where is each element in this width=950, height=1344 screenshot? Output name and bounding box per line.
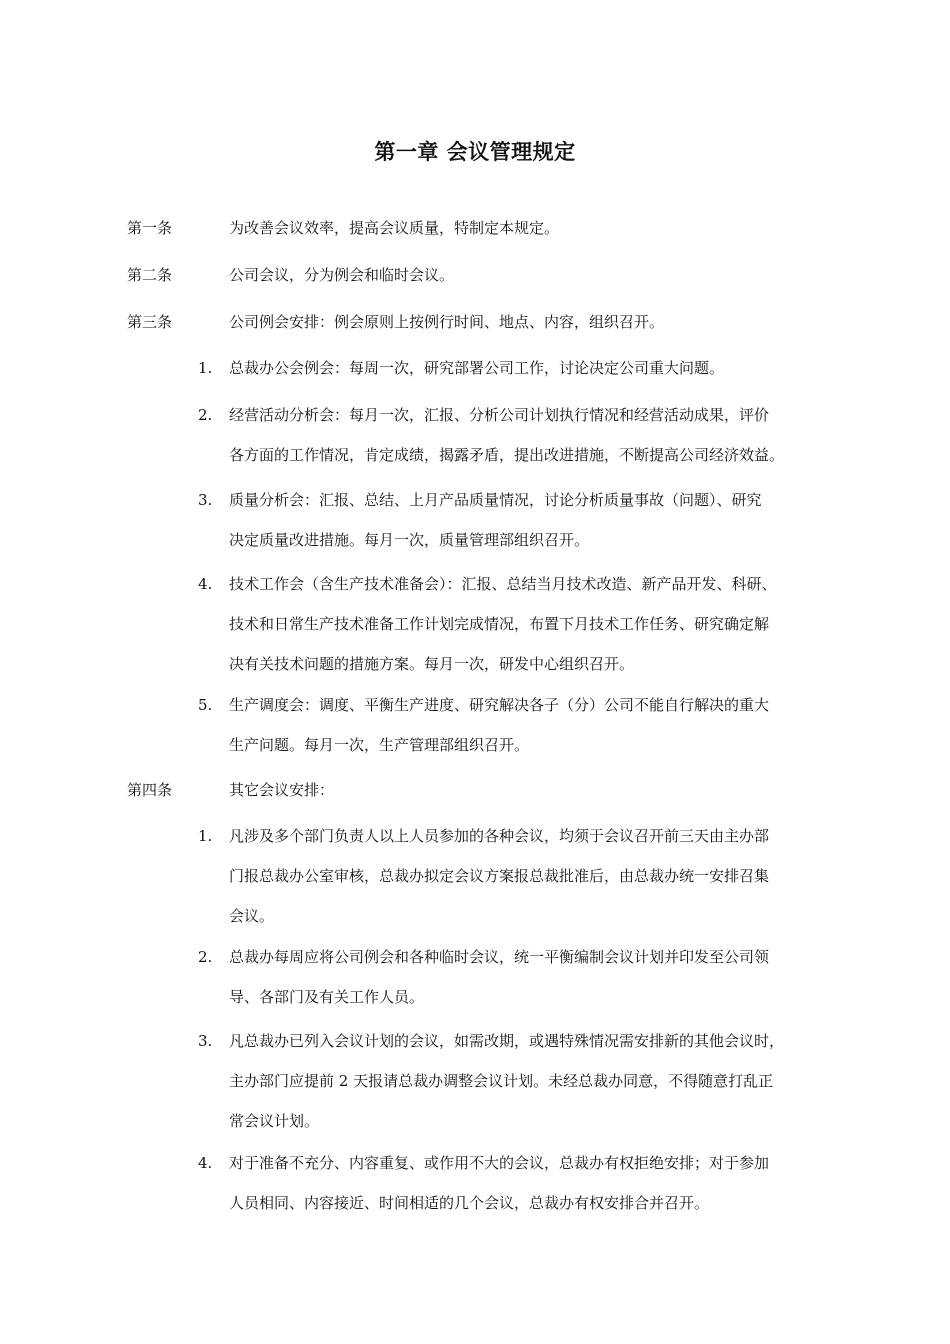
article-label: 第二条 xyxy=(127,266,173,284)
list-item-line: 生产问题。每月一次，生产管理部组织召开。 xyxy=(229,736,530,754)
list-item-line: 常会议计划。 xyxy=(229,1112,320,1130)
list-item-number: 3. xyxy=(198,1032,213,1050)
list-item-line: 会议。 xyxy=(229,907,275,925)
article-text: 公司会议，分为例会和临时会议。 xyxy=(229,266,455,284)
list-item-line: 各方面的工作情况，肯定成绩，揭露矛盾，提出改进措施，不断提高公司经济效益。 xyxy=(229,446,785,464)
article-text: 公司例会安排：例会原则上按例行时间、地点、内容，组织召开。 xyxy=(229,313,665,331)
list-item-number: 1. xyxy=(198,827,213,845)
list-item xyxy=(229,937,849,1017)
list-item-line: 主办部门应提前 2 天报请总裁办调整会议计划。未经总裁办同意，不得随意打乱正 xyxy=(229,1072,774,1090)
list-item-line: 技术工作会（含生产技术准备会）：汇报、总结当月技术改造、新产品开发、科研、 xyxy=(229,575,777,593)
list-item xyxy=(229,1143,849,1223)
list-item xyxy=(229,1021,849,1141)
list-item xyxy=(229,480,849,560)
list-item-line: 技术和日常生产技术准备工作计划完成情况，布置下月技术工作任务、研究确定解 xyxy=(229,615,770,633)
article-text: 其它会议安排： xyxy=(229,781,335,799)
list-item-line: 人员相同、内容接近、时间相适的几个会议，总裁办有权安排合并召开。 xyxy=(229,1194,710,1212)
list-item-number: 1. xyxy=(198,359,213,377)
article-label: 第一条 xyxy=(127,219,173,237)
list-item-number: 5. xyxy=(198,696,213,714)
list-item-line: 总裁办公会例会：每周一次，研究部署公司工作，讨论决定公司重大问题。 xyxy=(229,359,725,377)
list-item-number: 3. xyxy=(198,491,213,509)
list-item-line: 门报总裁办公室审核，总裁办拟定会议方案报总裁批准后，由总裁办统一安排召集 xyxy=(229,867,770,885)
list-item-line: 总裁办每周应将公司例会和各种临时会议，统一平衡编制会议计划并印发至公司领 xyxy=(229,948,770,966)
page-title: 第一章 会议管理规定 xyxy=(374,139,576,164)
list-item-line: 导、各部门及有关工作人员。 xyxy=(229,988,425,1006)
list-item xyxy=(229,395,849,475)
list-item-line: 经营活动分析会：每月一次，汇报、分析公司计划执行情况和经营活动成果，评价 xyxy=(229,406,770,424)
list-item-number: 4. xyxy=(198,1154,213,1172)
list-item-line: 决定质量改进措施。每月一次，质量管理部组织召开。 xyxy=(229,531,590,549)
list-item-line: 决有关技术问题的措施方案。每月一次，研发中心组织召开。 xyxy=(229,655,635,673)
list-item-number: 2. xyxy=(198,948,213,966)
list-item xyxy=(229,564,849,684)
list-item xyxy=(229,348,849,388)
list-item-line: 质量分析会：汇报、总结、上月产品质量情况，讨论分析质量事故（问题）、研究 xyxy=(229,491,762,509)
article-label: 第四条 xyxy=(127,781,173,799)
list-item-line: 对于准备不充分、内容重复、或作用不大的会议，总裁办有权拒绝安排；对于参加 xyxy=(229,1154,770,1172)
article-text: 为改善会议效率，提高会议质量，特制定本规定。 xyxy=(229,219,560,237)
list-item-number: 4. xyxy=(198,575,213,593)
list-item-number: 2. xyxy=(198,406,213,424)
list-item xyxy=(229,685,849,765)
list-item xyxy=(229,816,849,936)
list-item-line: 凡涉及多个部门负责人以上人员参加的各种会议，均须于会议召开前三天由主办部 xyxy=(229,827,770,845)
article-label: 第三条 xyxy=(127,313,173,331)
list-item-line: 生产调度会：调度、平衡生产进度、研究解决各子（分）公司不能自行解决的重大 xyxy=(229,696,770,714)
list-item-line: 凡总裁办已列入会议计划的会议，如需改期，或遇特殊情况需安排新的其他会议时， xyxy=(229,1032,785,1050)
